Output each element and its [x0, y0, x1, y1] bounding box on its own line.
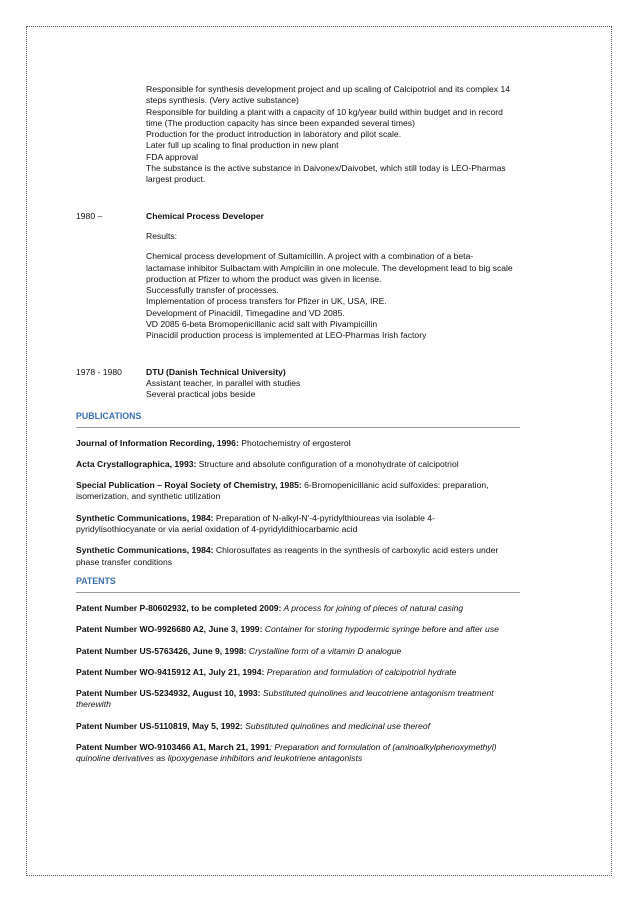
entry-line: Chemical process development of Sultamicillin. A project with a combination of a beta-	[146, 251, 474, 262]
patent-title: Crystalline form of a vitamin D analogue	[246, 645, 402, 656]
publication-title: Chlorosulfates as reagents in the synthesis of carboxylic acid esters under	[213, 545, 499, 556]
intro-line: FDA approval	[146, 151, 199, 162]
publication-title: 6-Bromopenicillanic acid sulfoxides: preparation,	[301, 480, 489, 491]
publication-title-cont: phase transfer conditions	[76, 556, 173, 567]
patent-item	[76, 742, 566, 765]
publication-source: Acta Crystallographica, 1993:	[76, 458, 197, 469]
experience-entry	[76, 367, 566, 401]
patent-title: Substituted quinolines and medicinal use thereof	[242, 720, 430, 731]
patent-item	[76, 721, 566, 732]
intro-line: time (The production capacity has since been expanded several times)	[146, 117, 415, 128]
patent-number: Patent Number US-5110819, May 5, 1992:	[76, 720, 243, 731]
publication-source: Special Publication – Royal Society of Chemistry, 1985:	[76, 480, 302, 491]
entry-line: Assistant teacher, in parallel with studies	[146, 377, 301, 388]
publication-item	[76, 459, 566, 470]
entry-date: 1980 –	[76, 210, 103, 221]
patent-number: Patent Number WO-9926680 A2, June 3, 1999:	[76, 624, 263, 635]
intro-line: steps synthesis. (Very active substance)	[146, 95, 299, 106]
intro-line: largest product.	[146, 174, 206, 185]
patent-title: : Preparation and formulation of (aminoalkylphenoxymethyl)	[269, 741, 497, 752]
publication-item	[76, 438, 566, 449]
patent-item	[76, 646, 566, 657]
patent-item	[76, 688, 566, 711]
entry-line: production at Pfizer to whom the product was given in license.	[146, 273, 382, 284]
entry-line: lactamase inhibitor Sulbactam with Ampicilin in one molecule. The development lead to big scale	[146, 262, 513, 273]
patent-title: Preparation and formulation of calcipotriol hydrate	[264, 666, 457, 677]
intro-line: Production for the product introduction in laboratory and pilot scale.	[146, 129, 402, 140]
patent-item	[76, 667, 566, 678]
intro-line: The substance is the active substance in Daivonex/Daivobet, which still today is LEO-Pharmas	[146, 163, 506, 174]
publication-item	[76, 545, 566, 568]
patent-number: Patent Number US-5763426, June 9, 1998:	[76, 645, 247, 656]
patent-number: Patent Number US-5234932, August 10, 1993:	[76, 688, 261, 699]
publication-source: Synthetic Communications, 1984:	[76, 512, 214, 523]
entry-date: 1978 - 1980	[76, 366, 122, 377]
patent-title-cont: quinoline derivatives as lipoxygenase inhibitors and leukotriene antagonists	[76, 753, 363, 764]
publication-title: Structure and absolute configuration of a monohydrate of calcipotriol	[196, 458, 459, 469]
intro-line: Responsible for building a plant with a capacity of 10 kg/year build within budget and in record	[146, 106, 503, 117]
intro-line: Responsible for synthesis development project and up scaling of Calcipotriol and its complex 14	[146, 84, 511, 94]
patent-number: Patent Number P-80602932, to be completed 2009:	[76, 602, 282, 613]
patent-title: Substituted quinolines and leucotriene antagonism treatment	[260, 688, 494, 699]
publication-title: Preparation of N-alkyl-N'-4-pyridylthioureas via isolable 4-	[213, 512, 435, 523]
patent-number: Patent Number WO-9415912 A1, July 21, 1994:	[76, 666, 265, 677]
patent-item	[76, 624, 566, 635]
publication-source: Journal of Information Recording, 1996:	[76, 437, 239, 448]
publication-item	[76, 513, 566, 536]
patent-item	[76, 603, 566, 614]
section-divider	[76, 592, 520, 593]
intro-line: Later full up scaling to final production in new plant	[146, 140, 339, 151]
intro-block	[146, 84, 566, 186]
patent-title: Container for storing hypodermic syringe before and after use	[262, 624, 499, 635]
publication-title-cont: pyridylisothiocyanate or via aerial oxidation of 4-pyridyldithiocarbamic acid	[76, 524, 358, 535]
document-content	[76, 84, 566, 775]
patent-title-cont: therewith	[76, 699, 111, 710]
publications-heading: PUBLICATIONS	[76, 410, 142, 421]
publication-source: Synthetic Communications, 1984:	[76, 545, 214, 556]
publication-title: Photochemistry of ergosterol	[238, 437, 351, 448]
entry-title: Chemical Process Developer	[146, 210, 264, 221]
entry-line: Development of Pinacidil, Timegadine and VD 2085.	[146, 307, 345, 318]
patent-number: Patent Number WO-9103466 A1, March 21, 1991	[76, 741, 270, 752]
entry-line: Successfully transfer of processes.	[146, 285, 279, 296]
entry-line: Implementation of process transfers for Pfizer in UK, USA, IRE.	[146, 296, 387, 307]
entry-line: VD 2085 6-beta Bromopenicillanic acid salt with Pivampicillin	[146, 319, 378, 330]
patents-heading: PATENTS	[76, 575, 116, 586]
section-divider	[76, 427, 520, 428]
entry-line: Pinacidil production process is implemented at LEO-Pharmas Irish factory	[146, 330, 427, 341]
experience-entry	[76, 211, 566, 342]
entry-line: Several practical jobs beside	[146, 389, 256, 400]
results-label: Results:	[146, 230, 178, 241]
entry-title: DTU (Danish Technical University)	[146, 366, 286, 377]
publication-title-cont: isomerization, and synthetic utilization	[76, 491, 221, 502]
patent-title: A process for joining of pieces of natural casing	[281, 602, 464, 613]
publication-item	[76, 480, 566, 503]
